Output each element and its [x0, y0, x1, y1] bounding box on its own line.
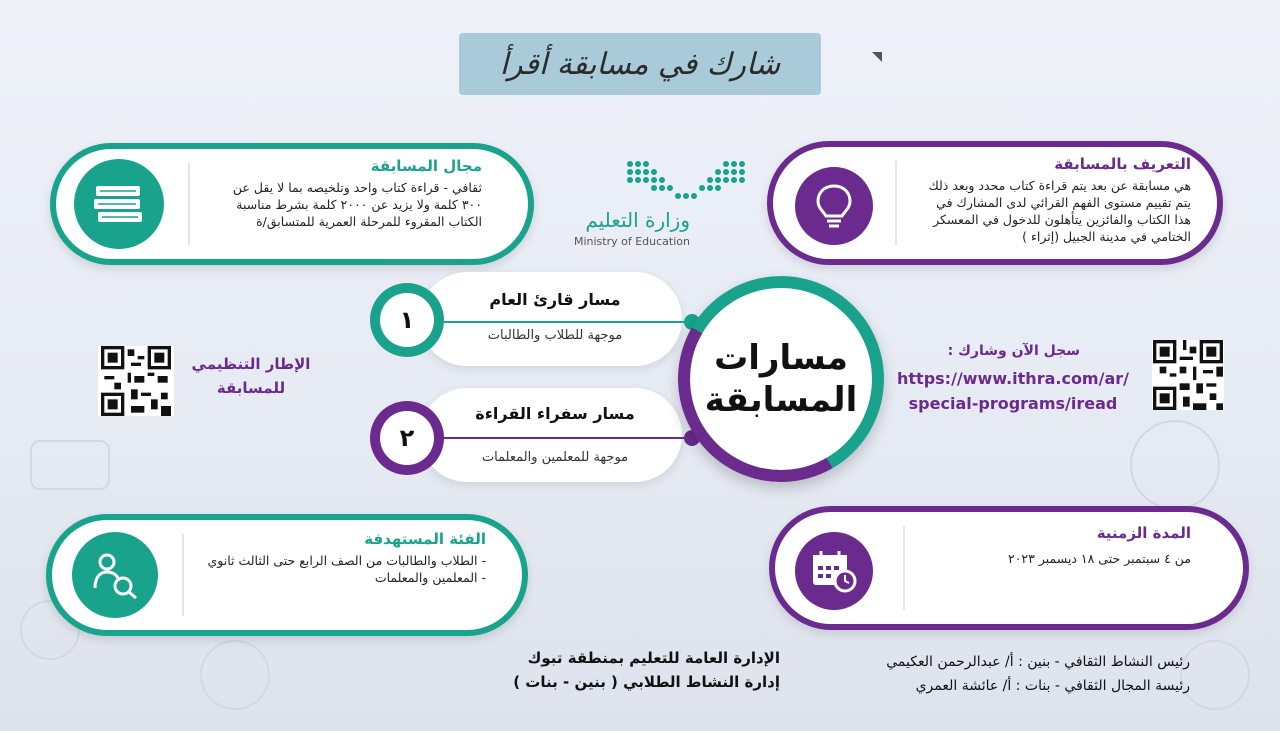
framework-label	[180, 352, 322, 400]
register-link[interactable]	[888, 366, 1138, 416]
logo-text-en: Ministry of Education	[573, 235, 690, 248]
card-timeline-line: من ٤ سبتمبر حتى ١٨ ديسمبر ٢٠٢٣	[1007, 551, 1191, 566]
title-banner	[459, 33, 821, 95]
track-1-number: ١	[380, 293, 434, 347]
card-definition-line: يتم تقييم مستوى الفهم القرائي لدى المشارك في	[936, 195, 1191, 210]
card-definition-text	[905, 177, 1191, 245]
card-timeline-body	[915, 524, 1191, 567]
framework-label-line1: الإطار التنظيمي	[191, 355, 311, 373]
card-audience-title: الفئة المستهدفة	[364, 530, 486, 548]
bg-doodle	[1180, 640, 1250, 710]
card-definition-line: الختامي في مدينة الجبيل (إثراء )	[1022, 229, 1191, 244]
card-field-line: ٣٠٠ كلمة ولا يزيد عن ٢٠٠٠ كلمة بشرط مناسبة	[236, 197, 482, 212]
footer-supervisor-line1: رئيس النشاط الثقافي - بنين : أ/ عبدالرحمن العكيمي	[886, 654, 1190, 670]
register-url-line1[interactable]: https://www.ithra.com/ar/	[897, 369, 1129, 388]
track-2-line	[440, 437, 690, 439]
footer-organization-line1: الإدارة العامة للتعليم بمنطقة تبوك	[527, 649, 780, 667]
card-divider	[182, 534, 184, 616]
page-title: شارك في مسابقة أقرأ	[499, 46, 781, 82]
track-2-number: ٢	[380, 411, 434, 465]
center-title-line2: المسابقة	[704, 380, 858, 420]
card-definition	[767, 141, 1223, 265]
card-definition-title: التعريف بالمسابقة	[1054, 155, 1191, 173]
center-title-line1: مسارات	[714, 338, 848, 378]
card-timeline-text	[915, 550, 1191, 567]
framework-qr-code[interactable]	[98, 346, 174, 416]
card-divider	[903, 526, 905, 610]
card-field	[50, 143, 534, 265]
footer-organization	[470, 646, 780, 694]
footer-supervisors	[850, 650, 1190, 698]
corner-mark-icon	[872, 52, 882, 62]
card-field-text	[202, 179, 482, 230]
books-icon	[74, 159, 164, 249]
lightbulb-icon	[795, 167, 873, 245]
card-audience-body	[192, 530, 486, 586]
moe-logo-icon	[626, 158, 746, 202]
track-2-title: مسار سفراء القراءة	[475, 404, 635, 423]
card-audience-text	[192, 552, 486, 586]
card-audience-line: - الطلاب والطالبات من الصف الرابع حتى الثالث ثانوي	[207, 553, 486, 568]
card-audience-line: - المعلمين والمعلمات	[374, 570, 486, 585]
register-url-line2[interactable]: special-programs/iread	[908, 394, 1118, 413]
bg-doodle	[30, 440, 110, 490]
track-1-line	[440, 321, 690, 323]
track-1-subtitle: موجهة للطلاب والطالبات	[487, 328, 623, 343]
card-definition-body	[905, 155, 1191, 245]
card-timeline	[769, 506, 1249, 630]
track-2-number-badge	[370, 401, 444, 475]
card-audience	[46, 514, 528, 636]
footer-organization-line2: إدارة النشاط الطلابي ( بنين - بنات )	[513, 673, 780, 691]
card-divider	[188, 163, 190, 245]
card-definition-line: هي مسابقة عن بعد يتم قراءة كتاب محدد وبعد ذلك	[928, 178, 1191, 193]
track-card-2	[420, 388, 682, 482]
bg-doodle	[200, 640, 270, 710]
card-timeline-title: المدة الزمنية	[1096, 524, 1191, 542]
card-field-title: مجال المسابقة	[370, 157, 482, 175]
track-card-1	[420, 272, 682, 366]
track-2-subtitle: موجهة للمعلمين والمعلمات	[481, 450, 629, 465]
footer-supervisor-line2: رئيسة المجال الثقافي - بنات : أ/ عائشة العمري	[915, 678, 1190, 694]
bg-doodle	[1130, 420, 1220, 510]
card-field-body	[202, 157, 482, 230]
card-divider	[895, 161, 897, 245]
logo-text-ar: وزارة التعليم	[585, 208, 690, 232]
center-title	[690, 288, 872, 470]
card-definition-line: هذا الكتاب والفائزين يتأهلون للدخول في المعسكر	[933, 212, 1191, 227]
card-field-line: الكتاب المقروء للمرحلة العمرية للمتسابق/ة	[256, 214, 482, 229]
register-qr-code[interactable]	[1152, 340, 1224, 410]
calendar-clock-icon	[795, 532, 873, 610]
register-label: سجل الآن وشارك :	[947, 343, 1080, 359]
track-1-title: مسار قارئ العام	[489, 290, 621, 309]
card-field-line: ثقافي - قراءة كتاب واحد وتلخيصه بما لا يقل عن	[232, 180, 482, 195]
framework-label-line2: للمسابقة	[216, 379, 286, 397]
track-1-number-badge	[370, 283, 444, 357]
people-search-icon	[72, 532, 158, 618]
